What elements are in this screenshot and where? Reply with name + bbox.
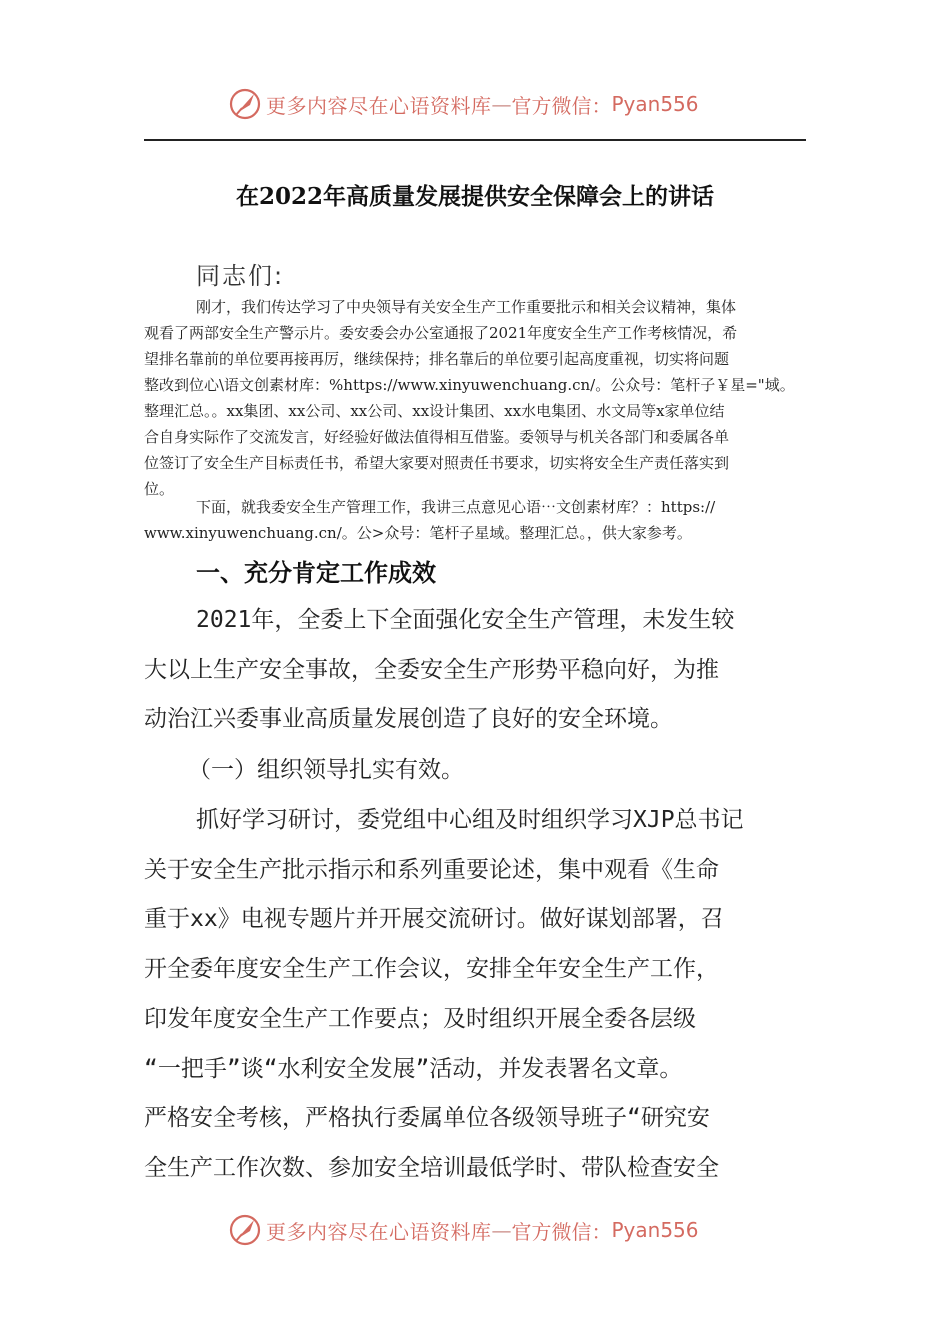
intro-line: 位签订了安全生产目标责任书，希望大家要对照责任书要求，切实将安全生产责任落实到	[144, 454, 730, 472]
subsection-line: 开全委年度安全生产工作会议，安排全年安全生产工作，	[144, 956, 719, 983]
banner-contact-label: 官方微信：	[511, 93, 612, 118]
header-rule	[144, 139, 806, 141]
subsection-line: 印发年度安全生产工作要点；及时组织开展全委各层级	[144, 1005, 696, 1032]
intro-line: 望排名靠前的单位要再接再厉，继续保持；排名靠后的单位要引起高度重视，切实将问题	[144, 350, 730, 368]
header-watermark-banner	[0, 84, 950, 124]
banner-text: 更多内容尽在心语资料库	[266, 1219, 492, 1244]
salutation: 同志们:	[196, 262, 285, 290]
subsection-line: 严格安全考核，严格执行委属单位各级领导班子“研究安	[144, 1105, 710, 1132]
intro-paragraph	[144, 294, 806, 502]
banner-text: 更多内容尽在心语资料库	[266, 93, 492, 118]
subsection-line: 全生产工作次数、参加安全培训最低学时、带队检查安全	[144, 1154, 719, 1181]
footer-watermark-banner	[0, 1210, 950, 1250]
intro-line: 刚才，我们传达学习了中央领导有关安全生产工作重要批示和相关会议精神，集体	[196, 298, 737, 316]
banner-separator: —	[491, 92, 512, 116]
quill-logo-icon	[228, 87, 262, 121]
document-title: 在2022年高质量发展提供安全保障会上的讲话	[235, 183, 714, 210]
banner-separator: —	[491, 1218, 512, 1242]
section-heading: 一、充分肯定工作成效	[196, 559, 436, 587]
subsection-line: 关于安全生产批示指示和系列重要论述，集中观看《生命	[144, 856, 719, 883]
intro-line: 位。	[144, 480, 175, 498]
intro-line: 观看了两部安全生产警示片。委安委会办公室通报了2021年度安全生产工作考核情况，希	[144, 324, 738, 342]
next-line: www.xinyuwenchuang.cn/。公>众号：笔杆子星域。整理汇总。，供大家参考。	[144, 524, 692, 542]
subsection-heading: （一）组织领导扎实有效。	[188, 757, 464, 783]
section-line: 动治江兴委事业高质量发展创造了良好的安全环境。	[144, 706, 673, 733]
subsection-line: 重于xx》电视专题片并开展交流研讨。做好谋划部署，召	[144, 906, 724, 933]
section-line: 大以上生产安全事故，全委安全生产形势平稳向好，为推	[144, 656, 719, 683]
subsection-line: 抓好学习研讨，委党组中心组及时组织学习XJP总书记	[196, 807, 744, 833]
banner-contact-id: Pyan556	[611, 1218, 699, 1242]
banner-contact-label: 官方微信：	[511, 1219, 612, 1244]
section-line: 2021年，全委上下全面强化安全生产管理，未发生较	[196, 607, 735, 633]
intro-line: 合自身实际作了交流发言，好经验好做法值得相互借鉴。委领导与机关各部门和委属各单	[144, 428, 730, 446]
quill-logo-icon	[228, 1213, 262, 1247]
next-paragraph	[144, 494, 806, 546]
banner-contact-id: Pyan556	[611, 92, 699, 116]
subsection-paragraph	[144, 796, 806, 1194]
next-line: 下面，就我委安全生产管理工作，我讲三点意见心语⋯文创素材库？：https://	[196, 498, 716, 516]
intro-line: 整改到位心\语文创素材库：%https://www.xinyuwenchuang.cn/。公众号：笔杆子￥星="域。	[144, 376, 795, 394]
section-paragraph	[144, 596, 806, 745]
subsection-line: “一把手”谈“水利安全发展”活动，并发表署名文章。	[144, 1055, 683, 1082]
intro-line: 整理汇总。。xx集团、xx公司、xx公司、xx设计集团、xx水电集团、水文局等x家单位结	[144, 402, 725, 420]
subsection-heading-block	[144, 746, 806, 796]
